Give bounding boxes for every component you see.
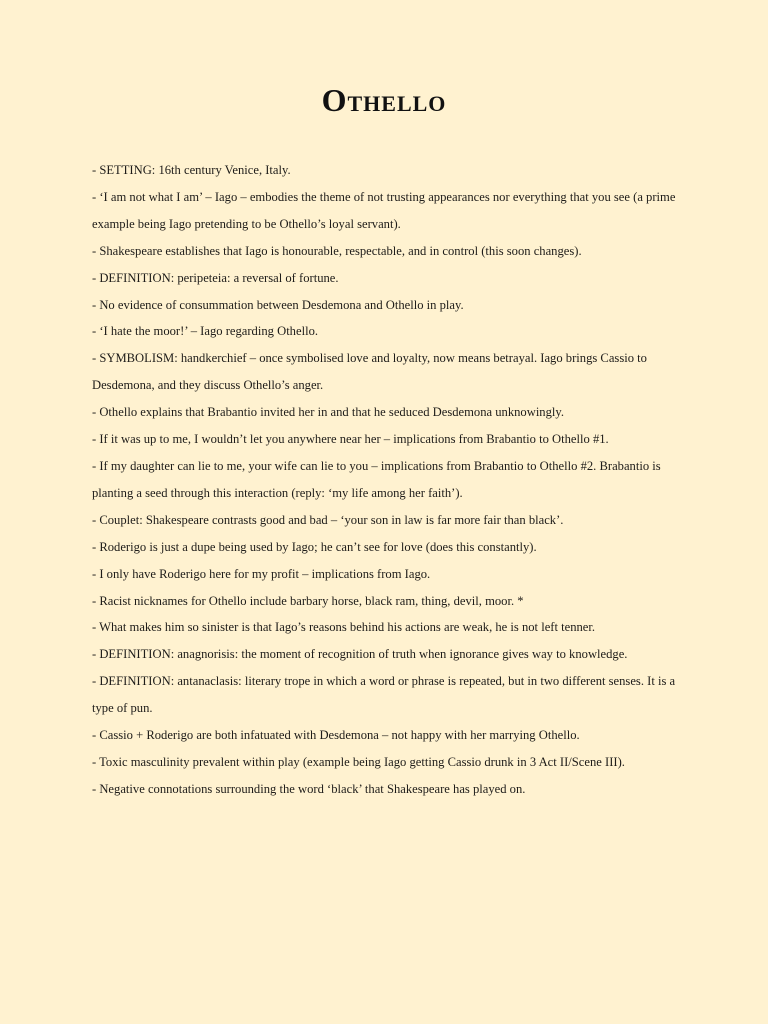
note-item: - No evidence of consummation between Desdemona and Othello in play. [92, 297, 464, 312]
note-item: - ‘I hate the moor!’ – Iago regarding Othello. [92, 324, 319, 339]
note-item: - Couplet: Shakespeare contrasts good and bad – ‘your son in law is far more fair than black’. [92, 512, 564, 527]
note-item: - Othello explains that Brabantio invited her in and that he seduced Desdemona unknowingly. [92, 405, 565, 420]
note-item: - SETTING: 16th century Venice, Italy. [92, 163, 291, 177]
note-item: - Racist nicknames for Othello include barbary horse, black ram, thing, devil, moor. * [92, 593, 524, 608]
note-item: - DEFINITION: anagnorisis: the moment of recognition of truth when ignorance gives way to knowledge. [92, 647, 628, 662]
note-item: - DEFINITION: peripeteia: a reversal of fortune. [92, 270, 339, 285]
note-item: - DEFINITION: antanaclasis: literary trope in which a word or phrase is repeated, but in two different senses. It is a type of pun. [92, 674, 676, 716]
note-item: - ‘I am not what I am’ – Iago – embodies the theme of not trusting appearances nor everything that you see (a prime example being Iago pretending to be Othello’s loyal servant). [92, 189, 676, 231]
notes-list [92, 157, 676, 803]
note-item: - If my daughter can lie to me, your wife can lie to you – implications from Brabantio to Othello #2. Brabantio is planting a seed through this interaction (reply: ‘my life among her faith’). [92, 458, 661, 500]
note-item: - If it was up to me, I wouldn’t let you anywhere near her – implications from Brabantio to Othello #1. [92, 432, 609, 447]
document-title: Othello [321, 82, 447, 118]
note-item: - Negative connotations surrounding the word ‘black’ that Shakespeare has played on. [92, 781, 526, 796]
note-item: - Shakespeare establishes that Iago is honourable, respectable, and in control (this soon changes). [92, 243, 582, 258]
note-item: - I only have Roderigo here for my profit – implications from Iago. [92, 566, 431, 581]
note-item: - What makes him so sinister is that Iago’s reasons behind his actions are weak, he is not left tenner. [92, 620, 596, 635]
note-item: - Cassio + Roderigo are both infatuated with Desdemona – not happy with her marrying Othello. [92, 728, 580, 743]
note-item: - Toxic masculinity prevalent within play (example being Iago getting Cassio drunk in 3 Act II/Scene III). [92, 754, 625, 769]
note-item: - Roderigo is just a dupe being used by Iago; he can’t see for love (does this constantly). [92, 539, 537, 554]
note-item: - SYMBOLISM: handkerchief – once symbolised love and loyalty, now means betrayal. Iago brings Cassio to Desdemona, and they discuss Othello’s anger. [92, 351, 647, 393]
